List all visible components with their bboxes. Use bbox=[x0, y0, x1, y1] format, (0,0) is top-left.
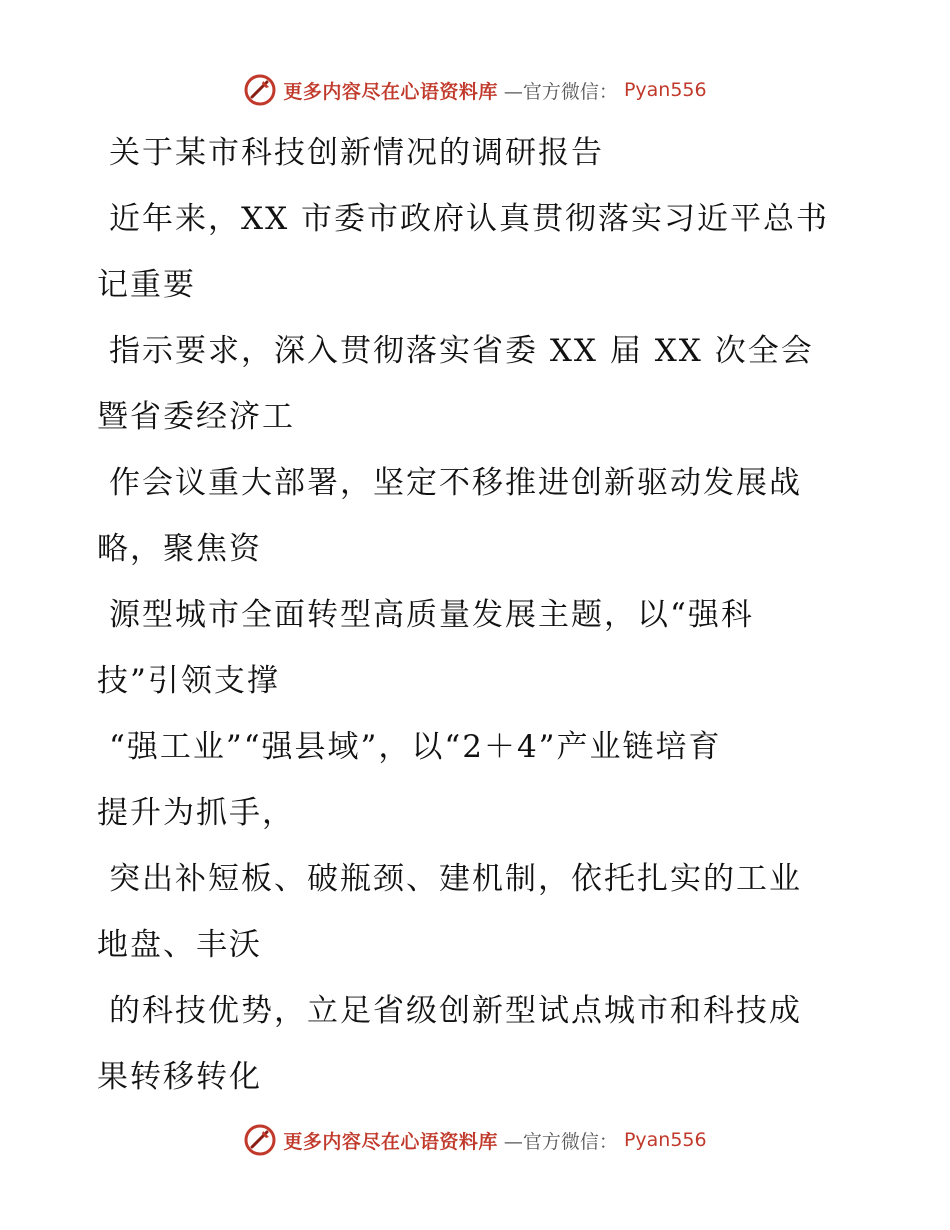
paragraph-line: 技”引领支撑 bbox=[97, 663, 280, 699]
logo-icon bbox=[243, 73, 277, 107]
watermark-separator: —官方微信： bbox=[503, 80, 618, 103]
watermark-text: 更多内容尽在心语资料库 bbox=[283, 80, 498, 103]
watermark-account: Pyan556 bbox=[623, 79, 707, 101]
paragraph-line: 指示要求，深入贯彻落实省委 XX 届 XX 次全会 bbox=[109, 333, 814, 369]
paragraph-line: 略，聚焦资 bbox=[97, 531, 262, 567]
watermark-text: 更多内容尽在心语资料库 bbox=[283, 1130, 498, 1153]
watermark-footer bbox=[0, 1120, 950, 1160]
paragraph-line: 的科技优势，立足省级创新型试点城市和科技成 bbox=[109, 993, 802, 1029]
paragraph-line: 提升为抓手， bbox=[97, 795, 295, 831]
paragraph-line: 记重要 bbox=[97, 267, 196, 303]
paragraph-line: “强工业”“强县域”，以“2＋4”产业链培育 bbox=[109, 729, 722, 765]
paragraph-line: 源型城市全面转型高质量发展主题，以“强科 bbox=[109, 597, 754, 633]
logo-icon bbox=[243, 1123, 277, 1157]
paragraph-line: 突出补短板、破瓶颈、建机制，依托扎实的工业 bbox=[109, 861, 802, 897]
paragraph-line: 近年来，XX 市委市政府认真贯彻落实习近平总书 bbox=[109, 201, 829, 237]
paragraph-line: 暨省委经济工 bbox=[97, 399, 295, 435]
paragraph-line: 地盘、丰沃 bbox=[97, 927, 262, 963]
document-body bbox=[97, 120, 857, 1110]
paragraph-line: 作会议重大部署，坚定不移推进创新驱动发展战 bbox=[109, 465, 802, 501]
watermark-header bbox=[0, 70, 950, 110]
document-title: 关于某市科技创新情况的调研报告 bbox=[109, 135, 604, 171]
watermark-account: Pyan556 bbox=[623, 1129, 707, 1151]
watermark-separator: —官方微信： bbox=[503, 1130, 618, 1153]
paragraph-line: 果转移转化 bbox=[97, 1059, 262, 1095]
